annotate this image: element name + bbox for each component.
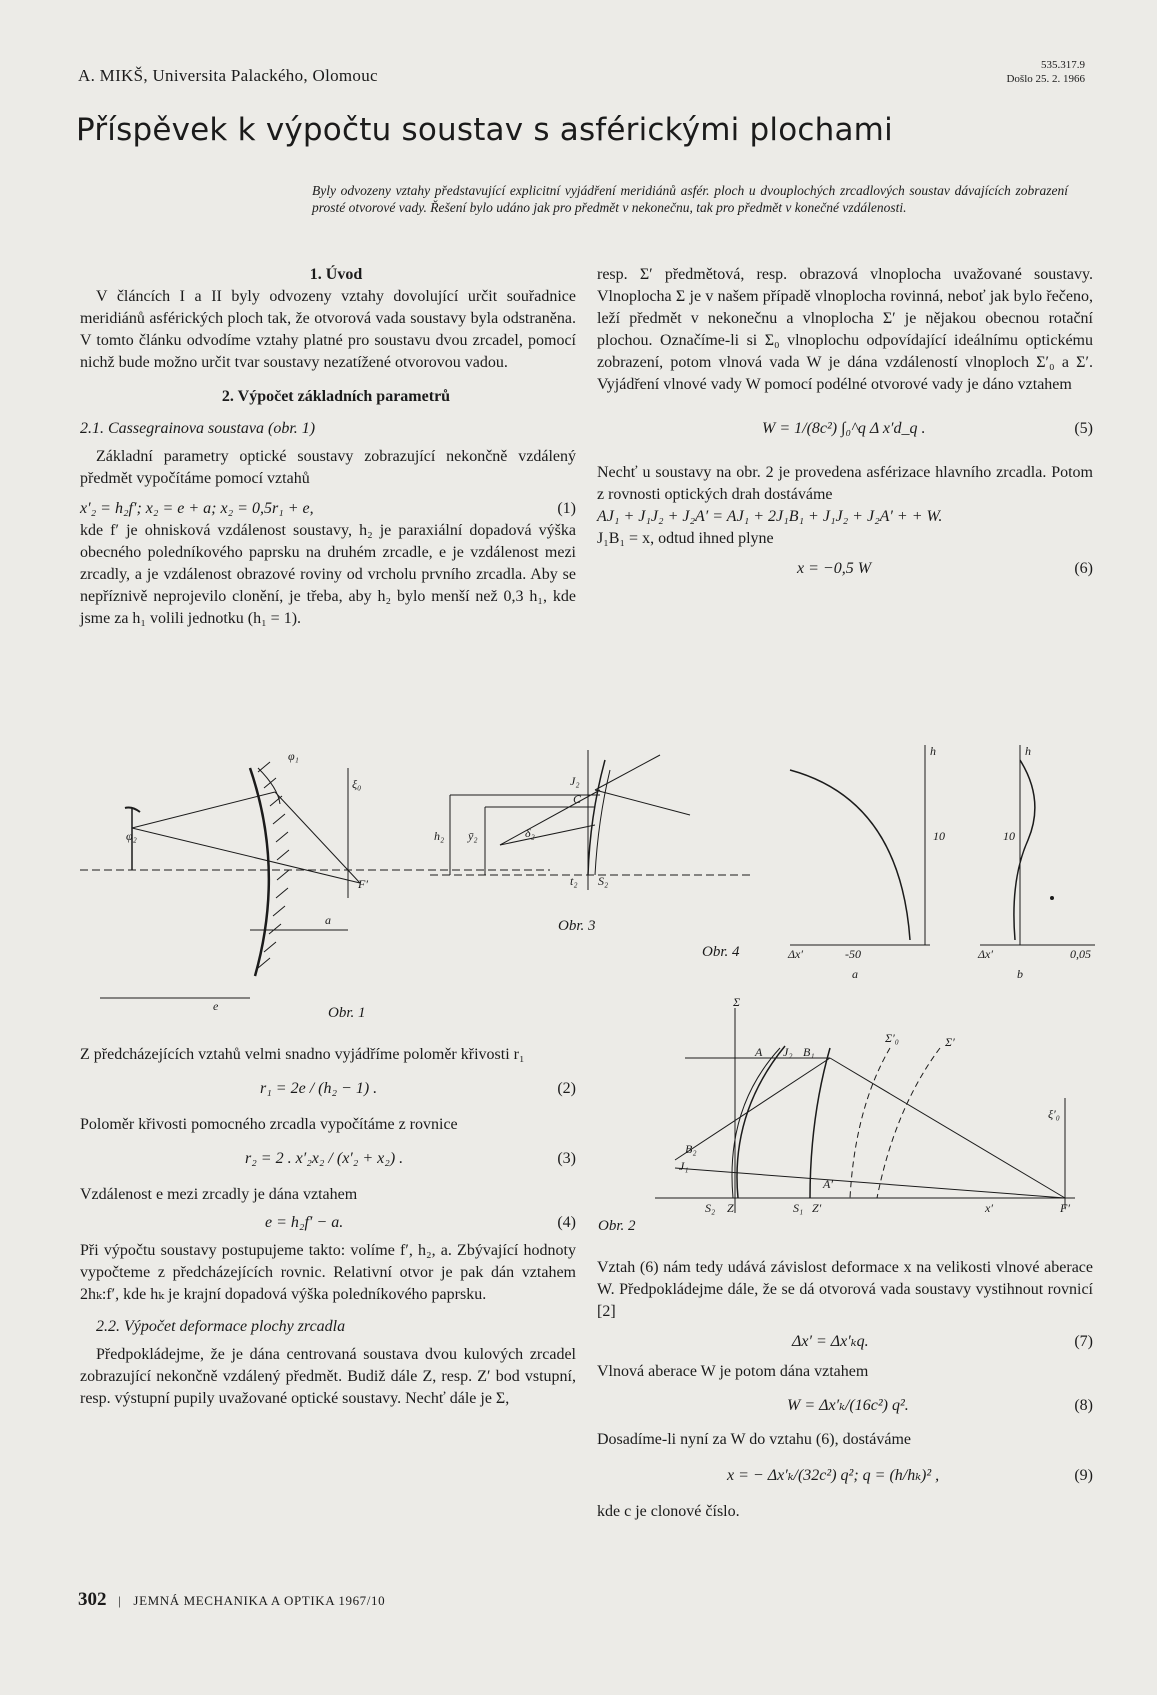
equation-1-body: x′₂ = h₂f′; x₂ = e + a; x₂ = 0,5r₁ + e, xyxy=(80,500,314,517)
left-column-bottom xyxy=(80,1044,576,1410)
fig3-label-delta2: δ₂ xyxy=(525,826,535,840)
equation-1-text: kde f′ je ohnisková vzdálenost soustavy, h₂ je paraxiální dopadová výška obecného poledníkového paprsku na druhém zrcadle, e je vzdálenost mezi zrcadly, a je vzdálenost obrazové roviny od vrcholu prvního zrcadla. Aby se nepříznivě neprojevilo clonění, je třeba, aby h₂ bylo menší než 0,3 h₁, kde jsme za h₁ volili jednotku (h₁ = 1). xyxy=(80,522,576,627)
equation-5-number: (5) xyxy=(1074,420,1093,437)
fig1-label-phi2: φ₂ xyxy=(126,829,137,843)
fig2-label-B1: B₁ xyxy=(803,1045,815,1059)
figure-4-drawing xyxy=(770,740,1100,980)
fig1-label-phi1: φ₁ xyxy=(288,749,299,763)
equation-2 xyxy=(80,1078,576,1100)
equation-7-body: Δx′ = Δx′ₖq. xyxy=(792,1333,869,1350)
section-2-1-text: Základní parametry optické soustavy zobrazující nekončně vzdálený předmět vypočítáme pomocí vztahů xyxy=(80,448,576,487)
fig2-label-Fp: F′ xyxy=(1060,1201,1070,1215)
fig4a-label-dx: Δx′ xyxy=(788,947,803,961)
equation-4-number: (4) xyxy=(557,1214,576,1231)
journal-name: JEMNÁ MECHANIKA A OPTIKA 1967/10 xyxy=(133,1593,386,1608)
equation-6-body: x = −0,5 W xyxy=(797,560,872,577)
equation-1 xyxy=(80,498,576,520)
equation-3-text: Poloměr křivosti pomocného zrcadla vypočítáme z rovnice xyxy=(80,1116,458,1133)
figure-4 xyxy=(770,740,1100,980)
section-2-1-heading: 2.1. Cassegrainova soustava (obr. 1) xyxy=(80,420,316,437)
fig2-label-J1: J₁ xyxy=(679,1159,689,1173)
fig4a-label-10: 10 xyxy=(933,829,945,843)
right-paragraph-6: kde c je clonové číslo. xyxy=(597,1503,740,1520)
right-paragraph-5: Dosadíme-li nyní za W do vztahu (6), dostáváme xyxy=(597,1431,911,1448)
equation-8-body: W = Δx′ₖ/(16c²) q². xyxy=(787,1397,909,1414)
equation-9-body: x = − Δx′ₖ/(32c²) q²; q = (h/hₖ)² , xyxy=(727,1467,940,1484)
right-column-bottom xyxy=(597,1257,1093,1523)
section-2-2-heading: 2.2. Výpočet deformace plochy zrcadla xyxy=(96,1318,346,1335)
fig3-label-S2: S₂ xyxy=(598,874,609,888)
equation-8 xyxy=(597,1395,1093,1417)
curvature-intro: Z předcházejících vztahů velmi snadno vyjádříme poloměr křivosti r₁ xyxy=(80,1046,525,1063)
fig3-label-y2: ȳ₂ xyxy=(468,829,478,843)
equation-7 xyxy=(597,1331,1093,1353)
figure-2-drawing xyxy=(655,998,1085,1223)
equation-1-number: (1) xyxy=(557,500,576,517)
right-paragraph-1: resp. Σ′ předmětová, resp. obrazová vlnoplocha uvažované soustavy. Vlnoplocha Σ je v našem případě vlnoplocha rovinná, neboť jak bylo řečeno, leží předmět v nekonečnu a vlnoplocha Σ′ je nějakou obecnou rotační plochou. Označíme-li si Σ₀ vlnoplochu odpovídající ideálnímu optickému zobrazení, potom vlnová vada W je dána vzdáleností vlnoploch Σ′₀ a Σ′. Vyjádření vlnové vady W pomocí podélné otvorové vady je dáno vztahem xyxy=(597,266,1093,393)
equation-5-body: W = 1/(8c²) ∫₀^q Δ x′d_q . xyxy=(762,420,926,437)
optical-path-result: J₁B₁ = x, odtud ihned plyne xyxy=(597,530,774,547)
fig2-label-S2: S₂ xyxy=(705,1201,716,1215)
fig4b-label-10: 10 xyxy=(1003,829,1015,843)
fig2-label-Sigma: Σ xyxy=(733,998,741,1009)
fig2-label-A: A xyxy=(755,1045,763,1059)
fig2-label-Sigma0p: Σ′₀ xyxy=(885,1031,899,1045)
classification-number: 535.317.9 xyxy=(1041,59,1085,71)
fig2-label-Zp: Z′ xyxy=(812,1201,822,1215)
fig4a-label-a: a xyxy=(852,967,858,980)
fig2-label-S1: S₁ xyxy=(793,1201,804,1215)
fig2-label-Ap: A′ xyxy=(823,1177,833,1191)
fig4b-label-dx: Δx′ xyxy=(978,947,993,961)
equation-3-number: (3) xyxy=(557,1150,576,1167)
fig2-label-Z: Z xyxy=(727,1201,734,1215)
equation-7-number: (7) xyxy=(1074,1333,1093,1350)
optical-path-equation: AJ₁ + J₁J₂ + J₂A′ = AJ₁ + 2J₁B₁ + J₁J₂ + J₂A′ + + W. xyxy=(597,508,943,525)
figure-3-drawing xyxy=(430,745,760,895)
fig1-label-xi0: ξ₀ xyxy=(352,777,362,791)
right-paragraph-3: Vztah (6) nám tedy udává závislost deformace x na velikosti vlnové aberace W. Předpokládejme dále, že se dá otvorová vada soustavy vystihnout rovnicí [2] xyxy=(597,1259,1093,1320)
fig4b-label-b: b xyxy=(1017,967,1023,980)
fig3-label-J2: J₂ xyxy=(570,774,580,788)
right-column-top xyxy=(597,264,1093,588)
fig4b-label-005: 0,05 xyxy=(1070,947,1091,961)
equation-3 xyxy=(80,1148,576,1170)
fig4b-label-h: h xyxy=(1025,744,1031,758)
equation-5 xyxy=(597,418,1093,440)
fig2-label-xp: x′ xyxy=(985,1201,993,1215)
classification-block xyxy=(1006,58,1085,86)
equation-6 xyxy=(597,558,1093,580)
section-2-2-text: Předpokládejme, že je dána centrovaná soustava dvou kulových zrcadel zobrazující nekončně vzdálený předmět. Budiž dále Z, resp. Z′ bod vstupní, resp. výstupní pupily uvažované optické soustavy. Nechť dále je Σ, xyxy=(80,1346,576,1407)
figure-3-caption: Obr. 3 xyxy=(558,918,596,934)
fig4a-label-m50: -50 xyxy=(845,947,861,961)
fig3-label-h2: h₂ xyxy=(434,829,445,843)
page-number: 302 xyxy=(78,1589,107,1610)
fig2-label-J2: J₂ xyxy=(783,1045,793,1059)
right-paragraph-4: Vlnová aberace W je potom dána vztahem xyxy=(597,1363,869,1380)
right-paragraph-2: Nechť u soustavy na obr. 2 je provedena asférizace hlavního zrcadla. Potom z rovnosti optických drah dostáváme xyxy=(597,464,1093,503)
figure-4-caption: Obr. 4 xyxy=(702,944,740,960)
equation-4 xyxy=(80,1212,576,1234)
fig4b-point xyxy=(1050,896,1054,900)
equation-8-number: (8) xyxy=(1074,1397,1093,1414)
section-1-text: V článcích I a II byly odvozeny vztahy dovolující určit souřadnice meridiánů asférických ploch tak, že otvorová vada soustavy byla odstraněna. V tomto článku odvodíme vztahy platné pro soustavu dvou zrcadel, pomocí nichž bude možno určit tvar soustavy nezatížené otvorovou vadou. xyxy=(80,288,576,371)
equation-9 xyxy=(597,1465,1093,1487)
abstract: Byly odvozeny vztahy představující explicitní vyjádření meridiánů asfér. ploch u dvouplochých zrcadlových soustav dávajících zobrazení prosté otvorové vady. Řešení bylo udáno jak pro předmět v nekonečnu, tak pro předmět v konečné vzdálenosti. xyxy=(312,183,1068,215)
received-date: Došlo 25. 2. 1966 xyxy=(1006,73,1085,85)
fig2-label-xi0p: ξ′₀ xyxy=(1048,1107,1060,1121)
equation-3-body: r₂ = 2 . x′₂x₂ / (x′₂ + x₂) . xyxy=(245,1150,404,1167)
equation-4-body: e = h₂f′ − a. xyxy=(265,1214,344,1231)
section-1-heading: 1. Úvod xyxy=(309,266,363,283)
fig4a-label-h: h xyxy=(930,744,936,758)
fig2-label-B2: B₂ xyxy=(685,1142,697,1156)
section-2-heading: 2. Výpočet základních parametrů xyxy=(221,388,451,405)
article-title: Příspěvek k výpočtu soustav s asférickými plochami xyxy=(76,112,893,148)
page-footer: 302 | JEMNÁ MECHANIKA A OPTIKA 1967/10 xyxy=(78,1589,386,1610)
figure-1-caption: Obr. 1 xyxy=(328,1005,366,1021)
equation-4-text: Vzdálenost e mezi zrcadly je dána vztahem xyxy=(80,1186,358,1203)
fig1-label-F: F′ xyxy=(358,877,368,891)
fig1-label-e: e xyxy=(213,999,219,1013)
fig3-label-C: C xyxy=(573,792,582,806)
fig2-label-Sigmap: Σ′ xyxy=(945,1035,955,1049)
equation-2-body: r₁ = 2e / (h₂ − 1) . xyxy=(260,1080,378,1097)
equation-6-number: (6) xyxy=(1074,560,1093,577)
figure-2 xyxy=(655,998,1085,1223)
author-line: A. MIKŠ, Universita Palackého, Olomouc xyxy=(78,66,378,85)
figure-2-caption: Obr. 2 xyxy=(598,1218,636,1234)
left-column-top xyxy=(80,264,576,630)
equation-2-number: (2) xyxy=(557,1080,576,1097)
fig3-label-t2: t₂ xyxy=(570,874,578,888)
figure-3 xyxy=(430,745,760,895)
equation-9-number: (9) xyxy=(1074,1467,1093,1484)
procedure-text: Při výpočtu soustavy postupujeme takto: volíme f′, h₂, a. Zbývající hodnoty vypočteme z předcházejících rovnic. Relativní otvor je pak dán vztahem 2hₖ:f′, kde hₖ je krajní dopadová výška poledníkového paprsku. xyxy=(80,1242,576,1303)
fig1-label-a: a xyxy=(325,913,331,927)
